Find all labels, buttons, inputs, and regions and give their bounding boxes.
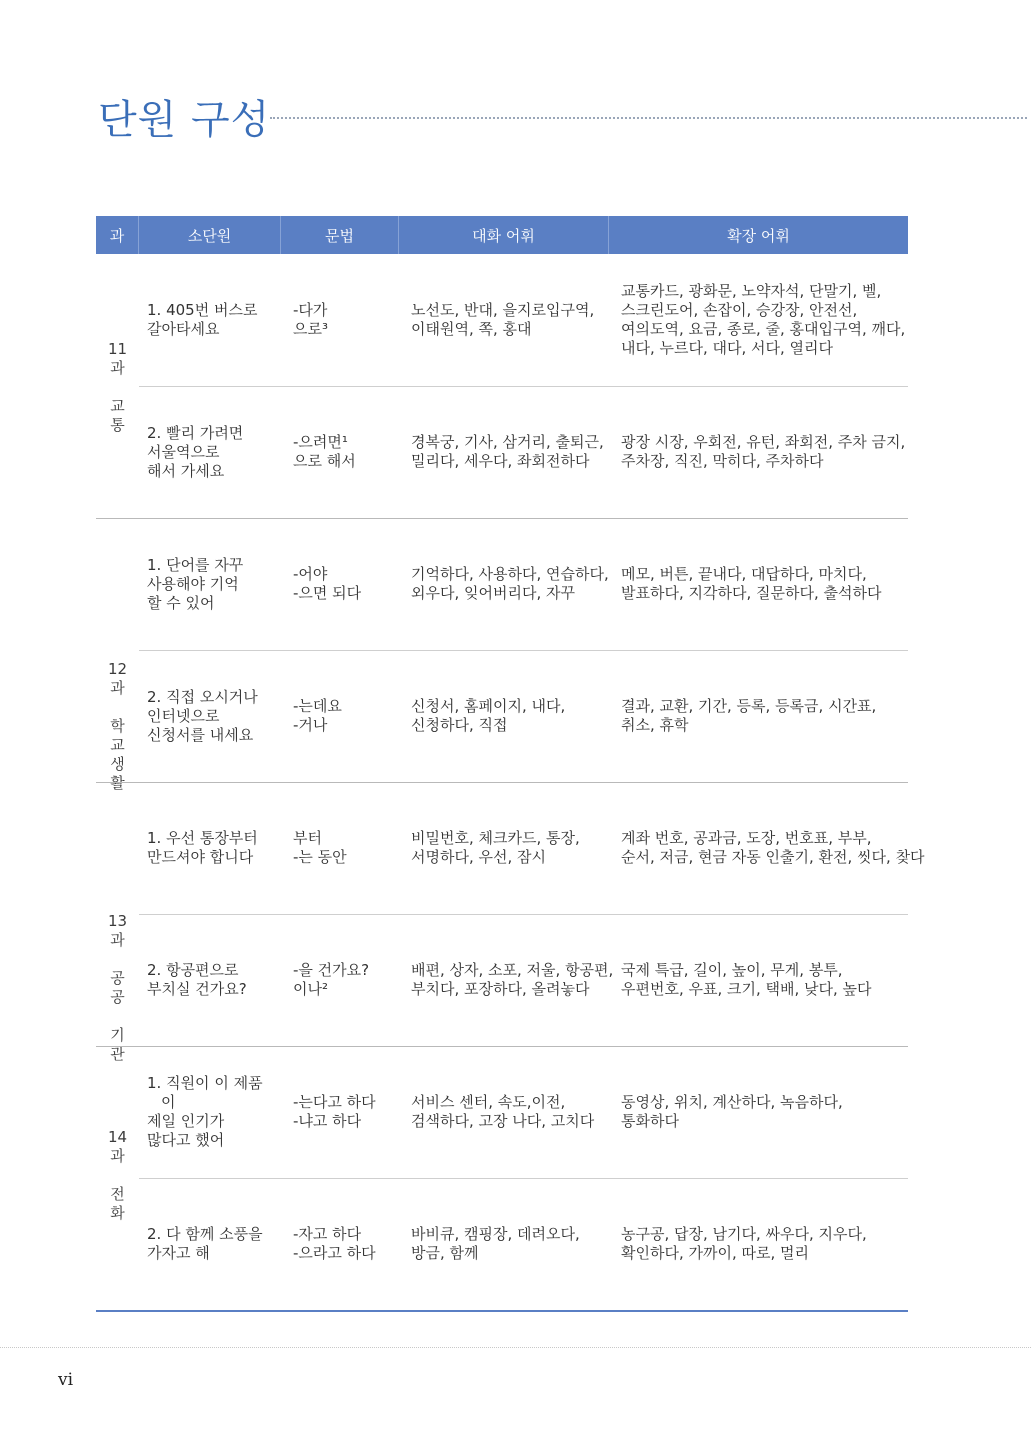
conversation-vocab-cell [399,697,609,735]
conversation-vocab-cell-line: 방금, 함께 [411,1244,479,1262]
unit-title [139,961,281,999]
extended-vocab-cell-line: 계좌 번호, 공과금, 도장, 번호표, 부부, [621,829,872,847]
lesson-11 [96,254,908,518]
extended-vocab-cell [609,829,925,867]
lesson-topic-char [96,1007,139,1026]
unit-title-line: 1. 단어를 자꾸 [147,555,244,574]
grammar-cell [281,433,399,471]
lesson-topic-char: 공 [110,988,125,1006]
unit-title-line: 2. 직접 오시거나 [147,687,258,706]
extended-vocab-cell-line: 취소, 휴학 [621,716,689,734]
lesson-14 [96,1046,908,1310]
lesson-number: 12 [107,660,128,678]
unit-title-line: 2. 항공편으로 [147,961,239,979]
extended-vocab-cell-line: 동영상, 위치, 계산하다, 녹음하다, [621,1093,843,1111]
extended-vocab-cell [609,282,908,358]
table-row [139,1188,908,1300]
unit-title-line: 부치실 건가요? [147,980,247,998]
conversation-vocab-cell-line: 비밀번호, 체크카드, 통장, [411,829,580,847]
lesson-topic-char: 교 [110,736,125,754]
grammar-cell [281,301,399,339]
extended-vocab-cell [609,433,908,471]
grammar-cell-line: -으려면¹ [293,433,348,451]
conversation-vocab-cell [399,1225,609,1263]
conversation-vocab-cell-line: 이태원역, 쪽, 홍대 [411,320,532,338]
conversation-vocab-cell-line: 검색하다, 고장 나다, 고치다 [411,1112,595,1130]
table-row [139,1056,908,1168]
lesson-topic-char: 생 [110,755,125,773]
table-body [96,254,925,1316]
unit-title-line: 신청서를 내세요 [147,725,254,744]
extended-vocab-cell-line: 순서, 저금, 현금 자동 인출기, 환전, 씻다, 찾다 [621,848,925,866]
grammar-cell [281,829,399,867]
conversation-vocab-cell-line: 외우다, 잊어버리다, 자꾸 [411,584,575,602]
conversation-vocab-cell [399,565,609,603]
extended-vocab-cell-line: 광장 시장, 우회전, 유턴, 좌회전, 주차 금지, [621,433,906,451]
table-row [139,660,908,772]
unit-title-line: 인터넷으로 [147,706,220,725]
grammar-cell-line: -으라고 하다 [293,1244,376,1262]
unit-title-line: 2. 빨리 가려면 [147,423,244,442]
lesson-unit-word: 과 [110,931,125,949]
header-grammar: 문법 [281,216,399,254]
grammar-cell-line: -다가 [293,301,328,319]
table-header [96,216,908,254]
table-row [139,792,925,904]
unit-title [139,688,281,745]
lesson-label [96,660,139,793]
grammar-cell-line: -냐고 하다 [293,1112,362,1130]
unit-title [139,1225,281,1263]
header-conversation-vocab: 대화 어휘 [399,216,609,254]
table-row [139,264,908,376]
unit-title-line: 1. 직원이 이 제품이 [147,1074,263,1111]
lesson-topic-char: 관 [110,1045,125,1063]
unit-title-line: 할 수 있어 [147,593,215,612]
conversation-vocab-cell [399,301,609,339]
unit-title-line: 1. 우선 통장부터 [147,829,258,847]
conversation-vocab-cell-line: 서명하다, 우선, 잠시 [411,848,546,866]
unit-title-line: 1. 405번 버스로 [147,301,258,319]
conversation-vocab-cell-line: 신청하다, 직접 [411,716,508,734]
unit-title-line: 서울역으로 [147,442,220,461]
unit-title-line: 많다고 했어 [147,1131,225,1149]
unit-title-line: 해서 가세요 [147,461,225,480]
conversation-vocab-cell [399,1093,609,1131]
lesson-label [96,340,139,435]
unit-title [139,556,281,613]
grammar-cell [281,1225,399,1263]
grammar-cell-line: -자고 하다 [293,1225,362,1243]
extended-vocab-cell [609,961,908,999]
page-number: vi [58,1370,74,1390]
extended-vocab-cell [609,565,908,603]
grammar-cell-line: -는다고 하다 [293,1093,376,1111]
extended-vocab-cell-line: 농구공, 답장, 남기다, 싸우다, 지우다, [621,1225,867,1243]
unit-title-line: 갈아타세요 [147,320,220,338]
lesson-topic-char: 활 [110,774,125,792]
lesson-topic-char: 교 [110,397,125,415]
table-row [139,528,908,640]
grammar-cell-line: -는 동안 [293,848,347,866]
unit-title-line: 제일 인기가 [147,1112,225,1130]
lesson-unit-word: 과 [110,1147,125,1165]
header-lesson: 과 [96,216,139,254]
grammar-cell [281,565,399,603]
lesson-number: 14 [107,1128,128,1146]
conversation-vocab-cell-line: 서비스 센터, 속도,이전, [411,1093,566,1111]
conversation-vocab-cell-line: 부치다, 포장하다, 올려놓다 [411,980,590,998]
conversation-vocab-cell-line: 바비큐, 캠핑장, 데려오다, [411,1225,580,1243]
conversation-vocab-cell-line: 경복궁, 기사, 삼거리, 출퇴근, [411,433,604,451]
unit-title-line: 2. 다 함께 소풍을 [147,1225,263,1243]
table-row [139,924,908,1036]
header-unit: 소단원 [139,216,281,254]
grammar-cell-line: -으면 되다 [293,584,362,602]
lesson-number: 11 [107,340,128,358]
lesson-number: 13 [107,912,128,930]
lesson-topic-char: 기 [110,1026,125,1044]
unit-title [139,829,281,867]
conversation-vocab-cell-line: 밀리다, 세우다, 좌회전하다 [411,452,590,470]
unit-title [139,424,281,481]
conversation-vocab-cell-line: 신청서, 홈페이지, 내다, [411,697,566,715]
lesson-unit-word: 과 [110,359,125,377]
row-divider [139,386,908,387]
extended-vocab-cell-line: 결과, 교환, 기간, 등록, 등록금, 시간표, [621,697,877,715]
lesson-topic-char: 전 [110,1185,125,1203]
extended-vocab-cell-line: 내다, 누르다, 대다, 서다, 열리다 [621,339,834,357]
extended-vocab-cell [609,1225,908,1263]
conversation-vocab-cell [399,433,609,471]
grammar-cell-line: -을 건가요? [293,961,370,979]
unit-title [139,1074,281,1150]
lesson-label [96,912,139,1064]
lesson-topic-char: 학 [110,717,125,735]
unit-title-line: 만드셔야 합니다 [147,848,254,866]
page-title: 단원 구성 [98,97,271,143]
extended-vocab-cell-line: 발표하다, 지각하다, 질문하다, 출석하다 [621,584,882,602]
extended-vocab-cell-line: 국제 특급, 길이, 높이, 무게, 봉투, [621,961,843,979]
grammar-cell-line: -어야 [293,565,328,583]
extended-vocab-cell [609,697,908,735]
extended-vocab-cell-line: 교통카드, 광화문, 노약자석, 단말기, 벨, [621,282,882,300]
extended-vocab-cell-line: 여의도역, 요금, 종로, 줄, 홍대입구역, 깨다, [621,320,906,338]
table-bottom-rule [96,1310,908,1312]
conversation-vocab-cell [399,961,614,999]
extended-vocab-cell-line: 우편번호, 우표, 크기, 택배, 낮다, 높다 [621,980,872,998]
extended-vocab-cell [609,1093,908,1131]
page-footer-rule [0,1347,1031,1348]
extended-vocab-cell-line: 주차장, 직진, 막히다, 주차하다 [621,452,824,470]
grammar-cell-line: 으로³ [293,320,328,338]
row-divider [139,914,908,915]
lesson-label [96,1128,139,1223]
lesson-topic-char: 공 [110,969,125,987]
lesson-topic-char: 화 [110,1204,125,1222]
title-dotted-rule [270,117,1027,119]
unit-title-line: 사용해야 기억 [147,574,239,593]
lesson-12 [96,518,908,792]
grammar-cell-line: -거나 [293,716,328,734]
unit-title [139,301,281,339]
extended-vocab-cell-line: 확인하다, 가까이, 따로, 멀리 [621,1244,809,1262]
extended-vocab-cell-line: 스크린도어, 손잡이, 승강장, 안전선, [621,301,858,319]
extended-vocab-cell-line: 메모, 버튼, 끝내다, 대답하다, 마치다, [621,565,867,583]
lesson-13 [96,782,925,1063]
grammar-cell-line: 부터 [293,829,322,847]
curriculum-table [96,216,925,1316]
lesson-unit-word: 과 [110,679,125,697]
grammar-cell-line: 으로 해서 [293,452,356,470]
row-divider [139,650,908,651]
grammar-cell [281,1093,399,1131]
conversation-vocab-cell-line: 배편, 상자, 소포, 저울, 항공편, [411,961,614,979]
grammar-cell [281,961,399,999]
table-row [139,396,908,508]
unit-title-line: 가자고 해 [147,1244,210,1262]
extended-vocab-cell-line: 통화하다 [621,1112,679,1130]
lesson-topic-char: 통 [110,416,125,434]
conversation-vocab-cell [399,829,609,867]
row-divider [139,1178,908,1179]
grammar-cell-line: -는데요 [293,697,342,715]
grammar-cell-line: 이나² [293,980,328,998]
conversation-vocab-cell-line: 노선도, 반대, 을지로입구역, [411,301,595,319]
conversation-vocab-cell-line: 기억하다, 사용하다, 연습하다, [411,565,609,583]
header-extended-vocab: 확장 어휘 [727,226,790,245]
grammar-cell [281,697,399,735]
